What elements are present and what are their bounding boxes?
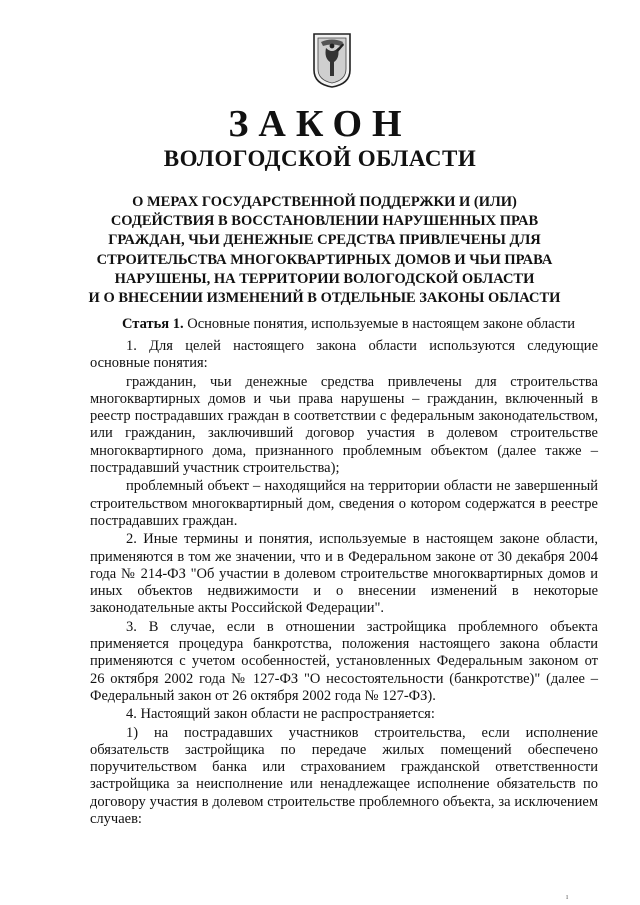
paragraph: 4. Настоящий закон области не распространяется: [126, 706, 435, 723]
heading-line: О МЕРАХ ГОСУДАРСТВЕННОЙ ПОДДЕРЖКИ И (ИЛИ) [132, 194, 517, 210]
heading-line: СТРОИТЕЛЬСТВА МНОГОКВАРТИРНЫХ ДОМОВ И ЧЬИ ПРАВА [96, 251, 553, 268]
paragraph: 3. В случае, если в отношении застройщика проблемного объекта применяется процедура банкротства, положения настоящего закона области применяются с учетом особенностей, установленных Федеральным законом от 26 октября 2002 года № 127-ФЗ "О несостоятельности (банкротстве)" (далее – Федеральный закон от 26 октября 2002 года № 127-ФЗ). [90, 618, 598, 704]
paragraph: гражданин, чьи денежные средства привлечены для строительства многоквартирных домов и чьи права нарушены – гражданин, включенный в реестр пострадавших граждан в соответствии с федеральным законодательством, или гражданин, заключивший договор участия в долевом строительстве многоквартирного дома, признанного проблемным объектом (далее также – пострадавший участник строительства); [90, 373, 598, 477]
document-title: ЗАКОН [228, 103, 412, 145]
article-title: Основные понятия, используемые в настоящем законе области [187, 316, 576, 332]
paragraph: проблемный объект – находящийся на территории области не завершенный строительством многоквартирный дом, сведения о котором содержатся в реестре пострадавших граждан. [90, 478, 598, 529]
page-mark: ı [566, 892, 569, 901]
article-label: Статья 1. [122, 316, 184, 332]
document-subtitle: ВОЛОГОДСКОЙ ОБЛАСТИ [163, 146, 477, 171]
coat-of-arms-icon [312, 32, 352, 88]
paragraph: 1) на пострадавших участников строительства, если исполнение обязательств застройщика по передаче жилых помещений обеспечено поручительством банка или страхованием гражданской ответственности застройщика за неисполнение или ненадлежащее исполнение обязательств по договору участия в долевом строительстве проблемного объекта, за исключением случаев: [90, 724, 598, 828]
heading-line: НАРУШЕНЫ, НА ТЕРРИТОРИИ ВОЛОГОДСКОЙ ОБЛАСТИ [114, 270, 535, 287]
article-body [90, 338, 598, 829]
article-heading [122, 315, 575, 334]
heading-line: ГРАЖДАН, ЧЬИ ДЕНЕЖНЫЕ СРЕДСТВА ПРИВЛЕЧЕНЫ ДЛЯ [108, 232, 541, 249]
law-heading [72, 193, 577, 308]
paragraph: 1. Для целей настоящего закона области используются следующие основные понятия: [90, 338, 598, 372]
heading-line: И О ВНЕСЕНИИ ИЗМЕНЕНИЙ В ОТДЕЛЬНЫЕ ЗАКОНЫ ОБЛАСТИ [88, 290, 561, 307]
paragraph: 2. Иные термины и понятия, используемые в настоящем законе области, применяются в том же значении, что и в Федеральном законе от 30 декабря 2004 года № 214-ФЗ "Об участии в долевом строительстве многоквартирных домов и иных объектов недвижимости и о внесении изменений в некоторые законодательные акты Российской Федерации". [90, 531, 598, 617]
heading-line: СОДЕЙСТВИЯ В ВОССТАНОВЛЕНИИ НАРУШЕННЫХ ПРАВ [110, 213, 539, 230]
